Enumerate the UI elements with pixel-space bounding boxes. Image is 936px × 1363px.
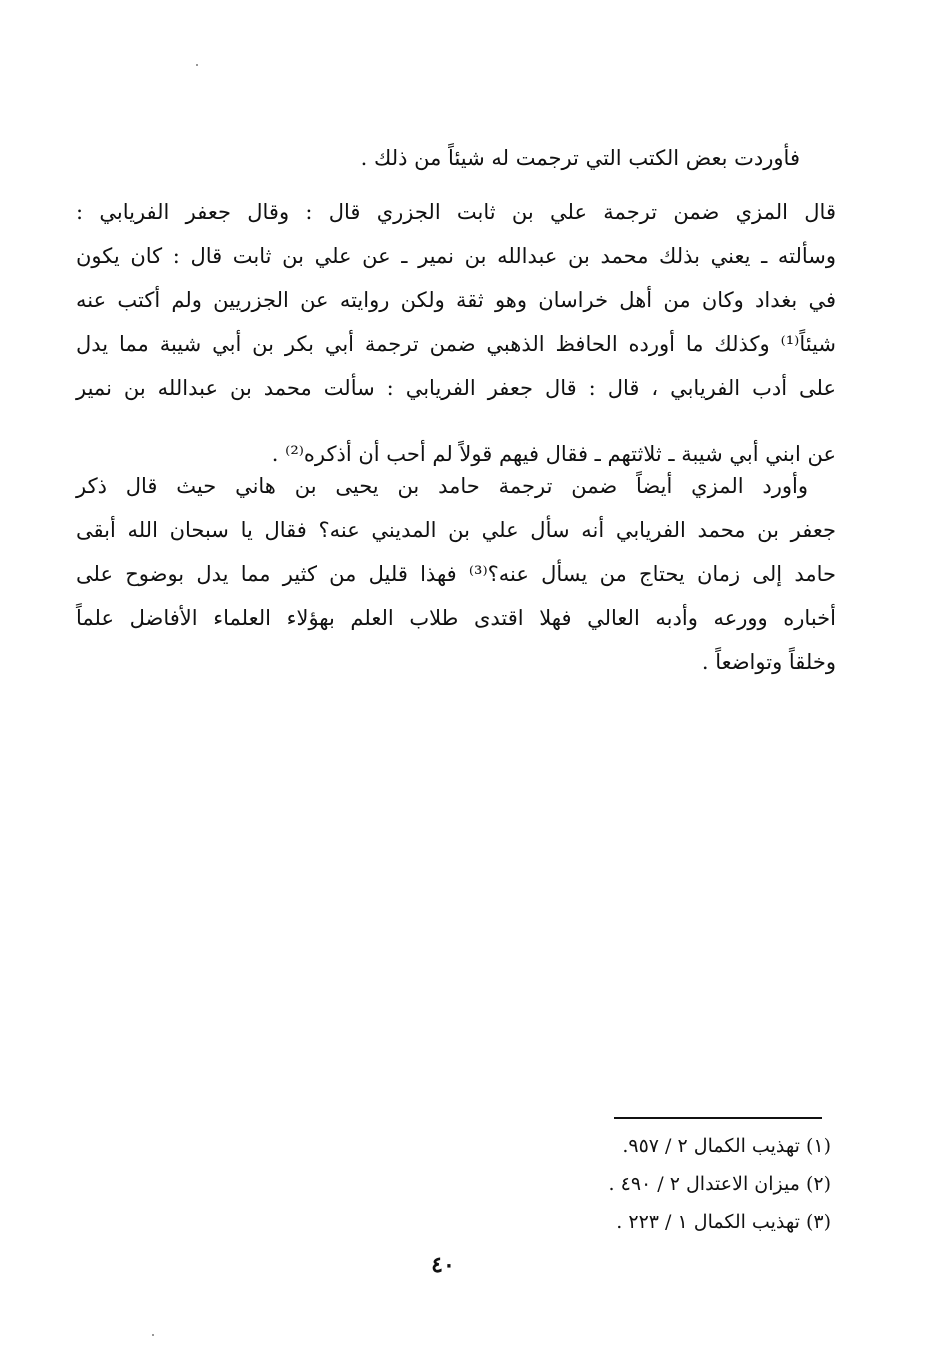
paragraph-3-line-1: وأورد المزي أيضاً ضمن ترجمة حامد بن يحيى بن هاني حيث قال ذكر xyxy=(76,474,808,498)
paragraph-3 xyxy=(76,464,808,508)
footnotes xyxy=(501,1127,831,1241)
page-number: ٤٠ xyxy=(431,1252,455,1278)
paragraph-2-line-1: قال المزي ضمن ترجمة علي بن ثابت الجزري قال : وقال جعفر الفريابي : xyxy=(76,200,836,224)
paragraph-1 xyxy=(260,136,800,180)
scan-speck xyxy=(196,64,198,66)
paragraph-2-line-5: على أدب الفريابي ، قال : قال جعفر الفريابي : سألت محمد بن عبدالله بن نمير xyxy=(76,376,836,400)
paragraph-2-line-2: وسألته ـ يعني بذلك محمد بن عبدالله بن نمير ـ عن علي بن ثابت قال : كان يكون xyxy=(76,244,836,268)
paragraph-2-line-3: في بغداد وكان من أهل خراسان وهو ثقة ولكن روايته عن الجزريين ولم أكتب عنه xyxy=(76,288,836,312)
scan-speck xyxy=(152,1334,154,1336)
paragraph-2 xyxy=(76,190,836,410)
footnote-2: (٢) ميزان الاعتدال ٢ / ٤٩٠ . xyxy=(608,1173,831,1195)
paragraph-3-line-4: أخباره وورعه وأدبه العالي فهلا اقتدى طلاب العلم بهؤلاء العلماء الأفاضل علماً xyxy=(76,606,836,630)
paragraph-3-body xyxy=(76,508,836,684)
paragraph-2-line-4: شيئاً⁽¹⁾ وكذلك ما أورده الحافظ الذهبي ضمن ترجمة أبي بكر بن أبي شيبة مما يدل xyxy=(76,332,836,356)
paragraph-2-line-6: عن ابني أبي شيبة ـ ثلاثتهم ـ فقال فيهم قولاً لم أحب أن أذكره⁽²⁾ . xyxy=(271,442,836,466)
paragraph-3-line-3: حامد إلى زمان يحتاج من يسأل عنه؟⁽³⁾ فهذا قليل من كثير مما يدل بوضوح على xyxy=(76,562,836,586)
paragraph-3-line-2: جعفر بن محمد الفريابي أنه سأل علي بن المديني عنه؟ فقال يا سبحان الله أبقى xyxy=(76,518,836,542)
footnote-1: (١) تهذيب الكمال ٢ / ٩٥٧. xyxy=(622,1135,831,1157)
footnote-3: (٣) تهذيب الكمال ١ / ٢٢٣ . xyxy=(616,1211,831,1233)
paragraph-3-line-5: وخلقاً وتواضعاً . xyxy=(701,650,836,674)
paragraph-1-line-1: فأوردت بعض الكتب التي ترجمت له شيئاً من ذلك . xyxy=(360,146,800,170)
footnote-divider xyxy=(614,1117,822,1119)
